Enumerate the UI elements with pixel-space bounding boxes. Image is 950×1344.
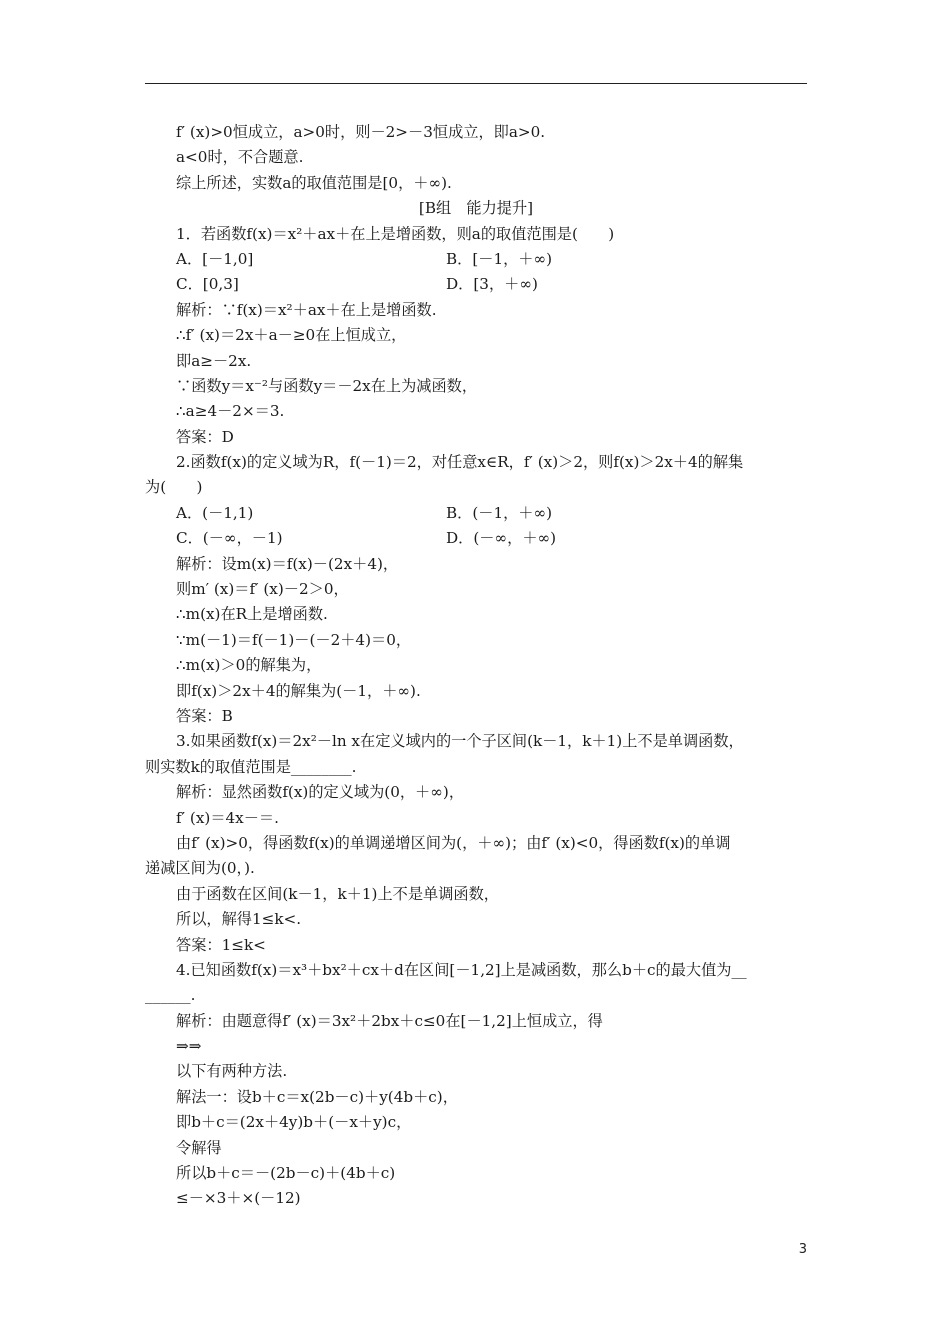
answer-line: 答案：1≤k< — [176, 935, 266, 954]
options-row — [145, 501, 807, 526]
solution-line: f′ (x)＝4x－＝. — [176, 808, 279, 827]
solution-line: 解析：由题意得f′ (x)＝3x²＋2bx＋c≤0在[－1,2]上恒成立，得 — [176, 1011, 603, 1030]
solution-line: 即a≥－2x. — [176, 351, 252, 370]
solution-line: ≤－×3＋×(－12) — [176, 1189, 301, 1208]
option-a: A．[－1,0] — [176, 249, 254, 268]
solution-line: 所以，解得1≤k<. — [176, 910, 302, 929]
option-a: A．(－1,1) — [176, 503, 254, 522]
page-content — [145, 120, 807, 1212]
solution-line: 解法一：设b＋c＝x(2b－c)＋y(4b＋c)， — [176, 1087, 458, 1106]
solution-line: 即b＋c＝(2x＋4y)b＋(－x＋y)c， — [176, 1113, 412, 1132]
question-2: 2.函数f(x)的定义域为R，f(－1)＝2，对任意x∈R，f′ (x)＞2，则f(x)＞2x＋4的解集 — [176, 453, 744, 472]
question-3-cont: 则实数k的取值范围是________. — [145, 757, 357, 776]
answer-line: 答案：B — [176, 706, 233, 725]
header-rule — [145, 83, 807, 84]
options-row — [145, 526, 807, 551]
solution-line: 所以b＋c＝－(2b－c)＋(4b＋c) — [176, 1164, 396, 1183]
section-heading: [B组 能力提升] — [418, 199, 534, 218]
solution-line: ∵m(－1)＝f(－1)－(－2＋4)＝0， — [176, 630, 412, 649]
answer-line: 答案：D — [176, 427, 234, 446]
solution-line: ∴f′ (x)＝2x＋a－≥0在上恒成立， — [176, 326, 407, 345]
solution-line: 以下有两种方法. — [176, 1062, 288, 1081]
solution-line: 解析：显然函数f(x)的定义域为(0，＋∞)， — [176, 783, 465, 802]
options-row — [145, 272, 807, 297]
solution-line: 解析：设m(x)＝f(x)－(2x＋4)， — [176, 554, 399, 573]
solution-line: 解析：∵f(x)＝x²＋ax＋在上是增函数. — [176, 300, 437, 319]
question-4-cont: ______. — [145, 986, 196, 1005]
option-c: C．[0,3] — [176, 275, 239, 294]
solution-line: 由于函数在区间(k－1，k＋1)上不是单调函数， — [176, 884, 499, 903]
question-4: 4.已知函数f(x)＝x³＋bx²＋cx＋d在区间[－1,2]上是减函数，那么b＋c的最大值为__ — [176, 960, 747, 979]
option-d: D．(－∞，＋∞) — [446, 529, 557, 548]
question-1: 1．若函数f(x)＝x²＋ax＋在上是增函数，则a的取值范围是( ) — [176, 224, 615, 243]
solution-line: 递减区间为(0，). — [145, 859, 255, 878]
solution-line: ∴a≥4－2×＝3. — [176, 402, 285, 421]
option-d: D．[3，＋∞) — [446, 275, 538, 294]
solution-line: 由f′ (x)>0，得函数f(x)的单调递增区间为(，＋∞)；由f′ (x)<0，得函数f(x)的单调 — [176, 833, 731, 852]
solution-line: ∴m(x)＞0的解集为， — [176, 656, 322, 675]
text-line: f′ (x)>0恒成立，a>0时，则－2>－3恒成立，即a>0. — [176, 123, 546, 141]
implication-line: ⇒⇒ — [176, 1037, 202, 1056]
conclusion-line: 综上所述，实数a的取值范围是[0，＋∞). — [176, 173, 452, 192]
question-3: 3.如果函数f(x)＝2x²－ln x在定义域内的一个子区间(k－1，k＋1)上不是单调函数， — [176, 732, 744, 751]
option-c: C．(－∞，－1) — [176, 529, 283, 548]
page-number: 3 — [798, 1242, 807, 1257]
solution-line: 则m′ (x)＝f′ (x)－2＞0， — [176, 580, 349, 599]
solution-line: 即f(x)＞2x＋4的解集为(－1，＋∞). — [176, 681, 421, 700]
solution-line: ∴m(x)在R上是增函数. — [176, 605, 328, 624]
option-b: B．(－1，＋∞) — [446, 503, 553, 522]
question-2-cont: 为( ) — [145, 478, 203, 497]
solution-line: ∵函数y＝x⁻²与函数y＝－2x在上为减函数， — [176, 376, 478, 395]
options-row — [145, 247, 807, 272]
solution-line: 令解得 — [176, 1138, 222, 1157]
text-line: a<0时，不合题意. — [176, 148, 304, 167]
option-b: B．[－1，＋∞) — [446, 249, 553, 268]
